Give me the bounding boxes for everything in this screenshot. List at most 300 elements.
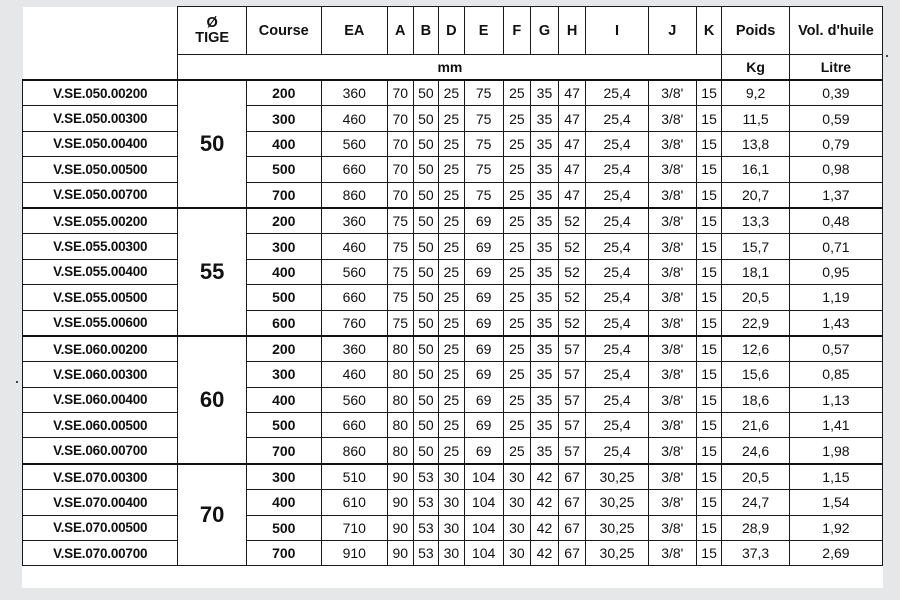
tige-symbol: Ø — [206, 14, 218, 31]
reference-cell: V.SE.060.00500 — [23, 413, 178, 438]
k-cell: 15 — [696, 234, 722, 259]
ea-cell: 860 — [321, 182, 387, 208]
e-cell: 75 — [464, 182, 503, 208]
header-course: Course — [246, 7, 321, 55]
j-cell: 3/8' — [648, 131, 696, 156]
table-row — [23, 464, 883, 490]
h-cell: 47 — [558, 80, 586, 106]
b-cell: 50 — [413, 80, 439, 106]
table-row — [23, 336, 883, 362]
vol-cell: 2,69 — [789, 541, 882, 566]
b-cell: 50 — [413, 362, 439, 387]
b-cell: 50 — [413, 208, 439, 234]
ea-cell: 360 — [321, 336, 387, 362]
h-cell: 57 — [558, 362, 586, 387]
course-cell: 500 — [246, 285, 321, 310]
ea-cell: 360 — [321, 208, 387, 234]
g-cell: 42 — [531, 515, 559, 540]
reference-cell: V.SE.050.00700 — [23, 182, 178, 208]
f-cell: 25 — [503, 336, 531, 362]
i-cell: 25,4 — [586, 362, 648, 387]
vol-cell: 1,19 — [789, 285, 882, 310]
reference-cell: V.SE.055.00600 — [23, 310, 178, 336]
b-cell: 50 — [413, 285, 439, 310]
d-cell: 25 — [439, 80, 465, 106]
a-cell: 90 — [388, 541, 414, 566]
h-cell: 47 — [558, 182, 586, 208]
header-tige — [178, 7, 247, 55]
ea-cell: 560 — [321, 387, 387, 412]
g-cell: 35 — [531, 157, 559, 182]
f-cell: 30 — [503, 515, 531, 540]
ea-cell: 760 — [321, 310, 387, 336]
i-cell: 25,4 — [586, 259, 648, 284]
poids-cell: 9,2 — [722, 80, 789, 106]
k-cell: 15 — [696, 208, 722, 234]
g-cell: 35 — [531, 182, 559, 208]
course-cell: 600 — [246, 310, 321, 336]
ea-cell: 510 — [321, 464, 387, 490]
table-row — [23, 259, 883, 284]
course-cell: 400 — [246, 259, 321, 284]
table-row — [23, 157, 883, 182]
poids-cell: 11,5 — [722, 106, 789, 131]
f-cell: 30 — [503, 464, 531, 490]
g-cell: 35 — [531, 234, 559, 259]
d-cell: 25 — [439, 387, 465, 412]
f-cell: 25 — [503, 208, 531, 234]
h-cell: 47 — [558, 157, 586, 182]
f-cell: 25 — [503, 413, 531, 438]
poids-cell: 12,6 — [722, 336, 789, 362]
reference-cell: V.SE.055.00500 — [23, 285, 178, 310]
i-cell: 25,4 — [586, 208, 648, 234]
stray-mark — [16, 381, 18, 383]
a-cell: 70 — [388, 157, 414, 182]
g-cell: 42 — [531, 464, 559, 490]
header-g: G — [531, 7, 559, 55]
vol-cell: 1,92 — [789, 515, 882, 540]
ea-cell: 660 — [321, 157, 387, 182]
b-cell: 50 — [413, 234, 439, 259]
table-row — [23, 106, 883, 131]
d-cell: 25 — [439, 259, 465, 284]
reference-cell: V.SE.055.00400 — [23, 259, 178, 284]
tige-group — [23, 336, 883, 464]
b-cell: 50 — [413, 259, 439, 284]
course-cell: 400 — [246, 387, 321, 412]
course-cell: 300 — [246, 464, 321, 490]
table-row — [23, 310, 883, 336]
k-cell: 15 — [696, 362, 722, 387]
tige-diameter-cell: 60 — [178, 336, 247, 464]
e-cell: 69 — [464, 310, 503, 336]
a-cell: 80 — [388, 336, 414, 362]
f-cell: 25 — [503, 157, 531, 182]
k-cell: 15 — [696, 182, 722, 208]
f-cell: 25 — [503, 259, 531, 284]
g-cell: 35 — [531, 413, 559, 438]
k-cell: 15 — [696, 541, 722, 566]
f-cell: 25 — [503, 106, 531, 131]
a-cell: 80 — [388, 387, 414, 412]
k-cell: 15 — [696, 131, 722, 156]
a-cell: 75 — [388, 208, 414, 234]
ea-cell: 460 — [321, 234, 387, 259]
h-cell: 57 — [558, 387, 586, 412]
i-cell: 25,4 — [586, 80, 648, 106]
table-row — [23, 80, 883, 106]
i-cell: 30,25 — [586, 515, 648, 540]
h-cell: 52 — [558, 208, 586, 234]
reference-cell: V.SE.055.00200 — [23, 208, 178, 234]
course-cell: 400 — [246, 490, 321, 515]
k-cell: 15 — [696, 336, 722, 362]
vol-cell: 0,48 — [789, 208, 882, 234]
j-cell: 3/8' — [648, 157, 696, 182]
table-row — [23, 438, 883, 464]
f-cell: 25 — [503, 131, 531, 156]
reference-cell: V.SE.070.00700 — [23, 541, 178, 566]
g-cell: 35 — [531, 131, 559, 156]
course-cell: 300 — [246, 362, 321, 387]
poids-cell: 18,1 — [722, 259, 789, 284]
header-a: A — [388, 7, 414, 55]
g-cell: 35 — [531, 259, 559, 284]
b-cell: 50 — [413, 310, 439, 336]
course-cell: 500 — [246, 157, 321, 182]
a-cell: 75 — [388, 234, 414, 259]
i-cell: 25,4 — [586, 234, 648, 259]
b-cell: 50 — [413, 387, 439, 412]
header-corner — [23, 7, 178, 81]
d-cell: 25 — [439, 234, 465, 259]
course-cell: 200 — [246, 208, 321, 234]
reference-cell: V.SE.060.00400 — [23, 387, 178, 412]
b-cell: 50 — [413, 106, 439, 131]
g-cell: 35 — [531, 285, 559, 310]
e-cell: 75 — [464, 131, 503, 156]
b-cell: 50 — [413, 413, 439, 438]
header-vol: Vol. d'huile — [789, 7, 882, 55]
k-cell: 15 — [696, 106, 722, 131]
a-cell: 90 — [388, 490, 414, 515]
vol-cell: 1,54 — [789, 490, 882, 515]
e-cell: 104 — [464, 464, 503, 490]
poids-cell: 20,7 — [722, 182, 789, 208]
ea-cell: 710 — [321, 515, 387, 540]
j-cell: 3/8' — [648, 362, 696, 387]
g-cell: 35 — [531, 208, 559, 234]
e-cell: 69 — [464, 413, 503, 438]
a-cell: 70 — [388, 106, 414, 131]
d-cell: 30 — [439, 515, 465, 540]
reference-cell: V.SE.050.00400 — [23, 131, 178, 156]
j-cell: 3/8' — [648, 182, 696, 208]
tige-label: TIGE — [195, 29, 230, 46]
j-cell: 3/8' — [648, 387, 696, 412]
f-cell: 25 — [503, 387, 531, 412]
i-cell: 30,25 — [586, 541, 648, 566]
course-cell: 700 — [246, 182, 321, 208]
vol-cell: 0,85 — [789, 362, 882, 387]
tige-diameter-cell: 55 — [178, 208, 247, 336]
g-cell: 35 — [531, 336, 559, 362]
stray-mark — [886, 55, 888, 57]
table-row — [23, 208, 883, 234]
g-cell: 35 — [531, 80, 559, 106]
j-cell: 3/8' — [648, 438, 696, 464]
header-i: I — [586, 7, 648, 55]
table-row — [23, 234, 883, 259]
a-cell: 90 — [388, 515, 414, 540]
k-cell: 15 — [696, 80, 722, 106]
d-cell: 30 — [439, 490, 465, 515]
unit-mm: mm — [178, 55, 722, 81]
poids-cell: 20,5 — [722, 285, 789, 310]
j-cell: 3/8' — [648, 285, 696, 310]
vol-cell: 0,79 — [789, 131, 882, 156]
a-cell: 75 — [388, 310, 414, 336]
poids-cell: 24,7 — [722, 490, 789, 515]
reference-cell: V.SE.060.00700 — [23, 438, 178, 464]
i-cell: 25,4 — [586, 438, 648, 464]
poids-cell: 18,6 — [722, 387, 789, 412]
g-cell: 42 — [531, 541, 559, 566]
k-cell: 15 — [696, 438, 722, 464]
h-cell: 57 — [558, 438, 586, 464]
b-cell: 50 — [413, 336, 439, 362]
i-cell: 25,4 — [586, 285, 648, 310]
vol-cell: 0,71 — [789, 234, 882, 259]
poids-cell: 20,5 — [722, 464, 789, 490]
h-cell: 52 — [558, 310, 586, 336]
h-cell: 57 — [558, 413, 586, 438]
reference-cell: V.SE.055.00300 — [23, 234, 178, 259]
poids-cell: 13,8 — [722, 131, 789, 156]
e-cell: 69 — [464, 234, 503, 259]
h-cell: 47 — [558, 131, 586, 156]
j-cell: 3/8' — [648, 490, 696, 515]
e-cell: 69 — [464, 259, 503, 284]
table-header — [23, 7, 883, 81]
table-row — [23, 182, 883, 208]
vol-cell: 0,59 — [789, 106, 882, 131]
reference-cell: V.SE.060.00300 — [23, 362, 178, 387]
course-cell: 500 — [246, 515, 321, 540]
vol-cell: 1,37 — [789, 182, 882, 208]
cylinder-spec-table — [22, 6, 883, 566]
ea-cell: 660 — [321, 285, 387, 310]
poids-cell: 13,3 — [722, 208, 789, 234]
k-cell: 15 — [696, 464, 722, 490]
tige-group — [23, 80, 883, 208]
table-row — [23, 285, 883, 310]
i-cell: 30,25 — [586, 464, 648, 490]
j-cell: 3/8' — [648, 310, 696, 336]
table-row — [23, 515, 883, 540]
e-cell: 69 — [464, 387, 503, 412]
j-cell: 3/8' — [648, 515, 696, 540]
h-cell: 67 — [558, 515, 586, 540]
ea-cell: 910 — [321, 541, 387, 566]
h-cell: 52 — [558, 285, 586, 310]
a-cell: 75 — [388, 285, 414, 310]
unit-litre: Litre — [789, 55, 882, 81]
j-cell: 3/8' — [648, 106, 696, 131]
g-cell: 35 — [531, 106, 559, 131]
header-poids: Poids — [722, 7, 789, 55]
k-cell: 15 — [696, 157, 722, 182]
k-cell: 15 — [696, 515, 722, 540]
g-cell: 35 — [531, 310, 559, 336]
e-cell: 69 — [464, 336, 503, 362]
ea-cell: 560 — [321, 259, 387, 284]
tige-diameter-cell: 70 — [178, 464, 247, 566]
e-cell: 69 — [464, 208, 503, 234]
i-cell: 25,4 — [586, 131, 648, 156]
reference-cell: V.SE.050.00500 — [23, 157, 178, 182]
vol-cell: 1,13 — [789, 387, 882, 412]
reference-cell: V.SE.070.00400 — [23, 490, 178, 515]
a-cell: 70 — [388, 182, 414, 208]
h-cell: 47 — [558, 106, 586, 131]
vol-cell: 0,95 — [789, 259, 882, 284]
ea-cell: 610 — [321, 490, 387, 515]
a-cell: 80 — [388, 362, 414, 387]
e-cell: 69 — [464, 362, 503, 387]
k-cell: 15 — [696, 413, 722, 438]
reference-cell: V.SE.060.00200 — [23, 336, 178, 362]
e-cell: 104 — [464, 515, 503, 540]
b-cell: 53 — [413, 515, 439, 540]
d-cell: 25 — [439, 106, 465, 131]
a-cell: 70 — [388, 80, 414, 106]
spec-table-sheet — [22, 6, 883, 588]
d-cell: 25 — [439, 208, 465, 234]
course-cell: 700 — [246, 438, 321, 464]
f-cell: 25 — [503, 310, 531, 336]
poids-cell: 15,6 — [722, 362, 789, 387]
reference-cell: V.SE.070.00300 — [23, 464, 178, 490]
course-cell: 300 — [246, 106, 321, 131]
poids-cell: 22,9 — [722, 310, 789, 336]
j-cell: 3/8' — [648, 80, 696, 106]
ea-cell: 460 — [321, 362, 387, 387]
k-cell: 15 — [696, 285, 722, 310]
f-cell: 25 — [503, 285, 531, 310]
d-cell: 25 — [439, 157, 465, 182]
b-cell: 50 — [413, 182, 439, 208]
b-cell: 50 — [413, 157, 439, 182]
g-cell: 35 — [531, 387, 559, 412]
unit-kg: Kg — [722, 55, 789, 81]
table-row — [23, 387, 883, 412]
vol-cell: 1,15 — [789, 464, 882, 490]
ea-cell: 360 — [321, 80, 387, 106]
d-cell: 25 — [439, 438, 465, 464]
e-cell: 69 — [464, 285, 503, 310]
d-cell: 30 — [439, 541, 465, 566]
table-row — [23, 131, 883, 156]
j-cell: 3/8' — [648, 464, 696, 490]
h-cell: 57 — [558, 336, 586, 362]
d-cell: 25 — [439, 362, 465, 387]
i-cell: 25,4 — [586, 387, 648, 412]
header-ea: EA — [321, 7, 387, 55]
header-h: H — [558, 7, 586, 55]
k-cell: 15 — [696, 310, 722, 336]
d-cell: 25 — [439, 413, 465, 438]
j-cell: 3/8' — [648, 234, 696, 259]
tige-group — [23, 208, 883, 336]
poids-cell: 15,7 — [722, 234, 789, 259]
b-cell: 50 — [413, 438, 439, 464]
k-cell: 15 — [696, 490, 722, 515]
header-e: E — [464, 7, 503, 55]
f-cell: 30 — [503, 541, 531, 566]
a-cell: 90 — [388, 464, 414, 490]
f-cell: 25 — [503, 438, 531, 464]
i-cell: 30,25 — [586, 490, 648, 515]
h-cell: 52 — [558, 234, 586, 259]
vol-cell: 0,57 — [789, 336, 882, 362]
j-cell: 3/8' — [648, 413, 696, 438]
header-f: F — [503, 7, 531, 55]
poids-cell: 24,6 — [722, 438, 789, 464]
i-cell: 25,4 — [586, 310, 648, 336]
table-row — [23, 413, 883, 438]
poids-cell: 28,9 — [722, 515, 789, 540]
f-cell: 25 — [503, 234, 531, 259]
a-cell: 70 — [388, 131, 414, 156]
ea-cell: 660 — [321, 413, 387, 438]
f-cell: 25 — [503, 362, 531, 387]
e-cell: 69 — [464, 438, 503, 464]
d-cell: 25 — [439, 182, 465, 208]
ea-cell: 460 — [321, 106, 387, 131]
e-cell: 75 — [464, 106, 503, 131]
j-cell: 3/8' — [648, 336, 696, 362]
ea-cell: 560 — [321, 131, 387, 156]
header-d: D — [439, 7, 465, 55]
e-cell: 75 — [464, 157, 503, 182]
d-cell: 25 — [439, 131, 465, 156]
course-cell: 700 — [246, 541, 321, 566]
e-cell: 104 — [464, 490, 503, 515]
vol-cell: 1,43 — [789, 310, 882, 336]
b-cell: 53 — [413, 541, 439, 566]
reference-cell: V.SE.050.00200 — [23, 80, 178, 106]
reference-cell: V.SE.050.00300 — [23, 106, 178, 131]
i-cell: 25,4 — [586, 157, 648, 182]
a-cell: 80 — [388, 413, 414, 438]
j-cell: 3/8' — [648, 259, 696, 284]
ea-cell: 860 — [321, 438, 387, 464]
course-cell: 300 — [246, 234, 321, 259]
d-cell: 25 — [439, 336, 465, 362]
i-cell: 25,4 — [586, 106, 648, 131]
g-cell: 35 — [531, 362, 559, 387]
course-cell: 200 — [246, 336, 321, 362]
d-cell: 25 — [439, 310, 465, 336]
k-cell: 15 — [696, 259, 722, 284]
course-cell: 400 — [246, 131, 321, 156]
h-cell: 67 — [558, 541, 586, 566]
header-k: K — [696, 7, 722, 55]
header-b: B — [413, 7, 439, 55]
i-cell: 25,4 — [586, 413, 648, 438]
